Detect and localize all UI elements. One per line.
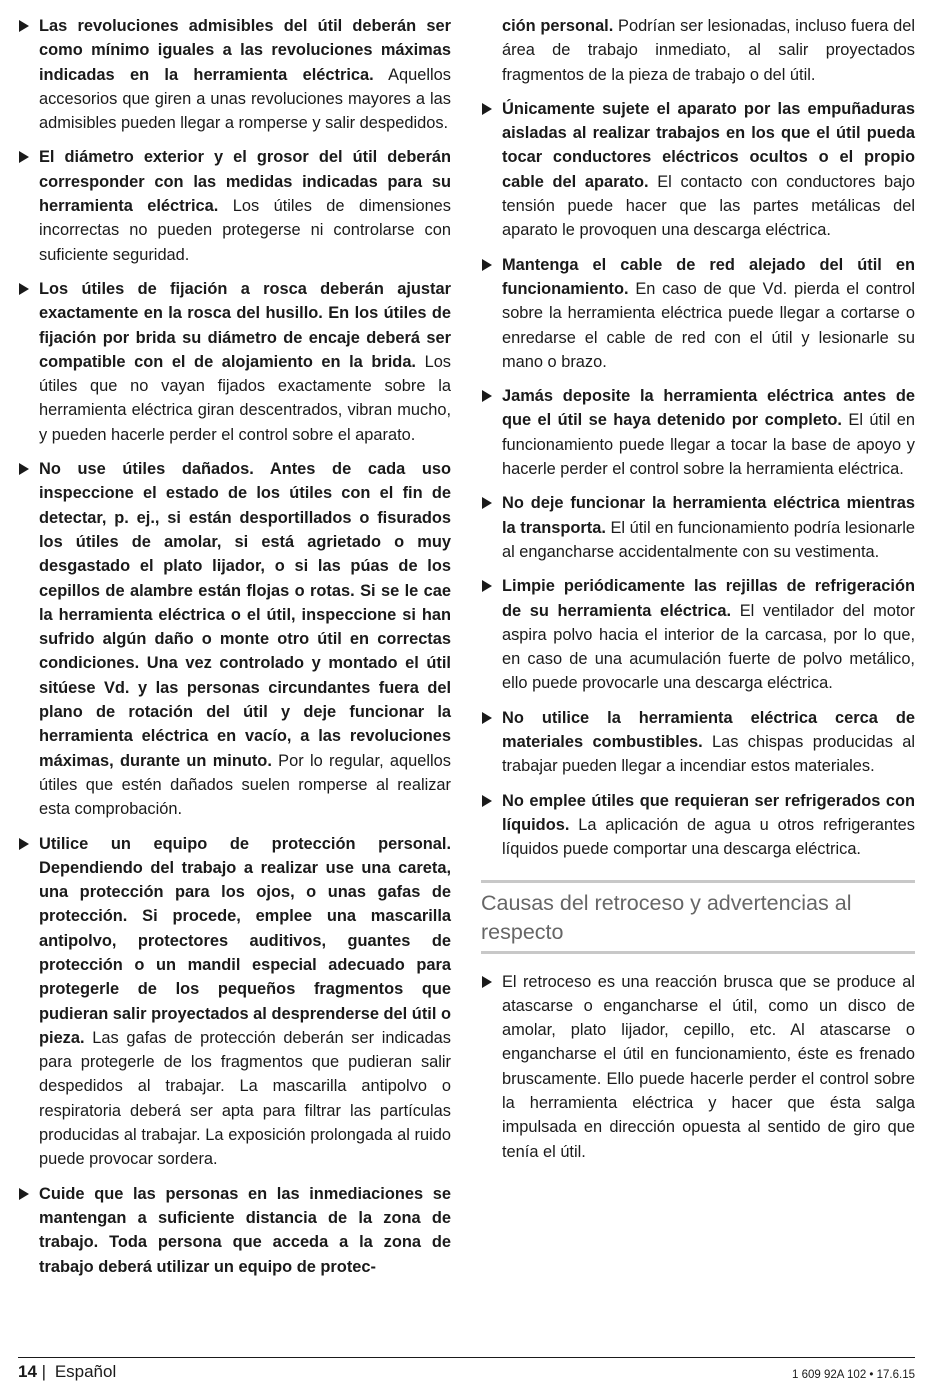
item-bold-text: No use útiles dañados. Antes de cada uso inspeccione el estado de los útiles con el fin de detectar, p. ej., si están desportillados o fisurados los útiles de amolar, si está agrietado o muy desgastado el plato lijador, o si las púas de los cepillos de alambre están flojas o rotas. Si se le cae la herramienta eléctrica o el útil, inspeccione si han sufrido algún daño o monte otro útil en correctas condiciones. Una vez controlado y montado el útil sitúese Vd. y las personas circundantes fuera del plano de rotación del útil y deje funcionar la herramienta eléctrica en vacío, a las revoluciones máximas, durante un minuto. [39, 460, 451, 770]
safety-item-protective-equipment [18, 832, 451, 1172]
bullet-triangle-icon [19, 1188, 29, 1200]
item-bold-text: No emplee útiles que requieran ser refrigerados con líquidos. [502, 791, 915, 834]
item-text: El útil en funcionamiento podría lesionarle al engancharse accidentalmente con su vestimenta. [502, 518, 915, 561]
item-text: En caso de que Vd. pierda el control sobre la herramienta eléctrica puede llegar a cortarse o enredarse el cable de red con el útil y lesionarle su mano o brazo. [502, 279, 915, 371]
bullet-triangle-icon [482, 103, 492, 115]
bullet-triangle-icon [482, 712, 492, 724]
bullet-triangle-icon [482, 497, 492, 509]
item-bold-text: Cuide que las personas en las inmediaciones se mantengan a suficiente distancia de la zona de trabajo. Toda persona que acceda a la zona de trabajo deberá utilizar un equipo de protec- [39, 1184, 451, 1276]
item-text: La aplicación de agua u otros refrigerantes líquidos puede comportar una descarga eléctrica. [502, 815, 915, 859]
item-bold-text: Utilice un equipo de protección personal. Dependiendo del trabajo a realizar use una careta, una protección para los ojos, o unas gafas de protección. Si procede, emplee una mascarilla antipolvo, protectores auditivos, guantes de protección o un mandil especial adecuado para protegerle de los pequeños fragmentos que pudieran salir proyectados al desprenderse del útil o pieza. [39, 834, 451, 1047]
section-heading: Causas del retroceso y advertencias al respecto [481, 880, 915, 954]
bullet-triangle-icon [482, 390, 492, 402]
item-bold-text: Únicamente sujete el aparato por las empuñaduras aisladas al realizar trabajos en los que el útil pueda tocar conductores eléctricos ocultos o el propio cable del aparato. [502, 99, 915, 191]
item-text: El ventilador del motor aspira polvo hacia el interior de la carcasa, por lo que, en caso de una acumulación fuerte de polvo metálico, ello puede provocarle una descarga eléctrica. [502, 601, 915, 693]
safety-item-flammable-materials [481, 706, 915, 779]
footer-separator: | [41, 1362, 47, 1381]
item-text: Por lo regular, aquellos útiles que estén dañados suelen romperse al realizar esta comprobación. [39, 751, 451, 819]
safety-item-threaded-mounting [18, 277, 451, 447]
item-bold-text: Los útiles de fijación a rosca deberán ajustar exactamente en la rosca del husillo. En los útiles de fijación por brida su diámetro de encaje deberá ser compatible con el de alojamiento en la brida. [39, 279, 451, 371]
item-bold-text: Jamás deposite la herramienta eléctrica antes de que el útil se haya detenido por completo. [502, 387, 915, 430]
item-text: El retroceso es una reacción brusca que se produce al atascarse o engancharse el útil, como un disco de amolar, plato lijador, cepillo, etc. Al atascarse o engancharse el útil en funcionamiento, éste es frenado bruscamente. Ello puede hacerle perder el control sobre la herramienta eléctrica y hacer que ésta salga impulsada en dirección opuesta al sentido de giro que tenía el útil. [502, 972, 915, 1161]
footer-language: Español [54, 1362, 117, 1381]
page-footer [18, 1357, 915, 1383]
page-number: 14 [18, 1362, 37, 1381]
item-text: Los útiles de dimensiones incorrectas no pueden protegerse ni controlarse con suficiente seguridad. [39, 197, 451, 264]
kickback-item [481, 970, 915, 1164]
safety-item-insulated-grips [481, 97, 915, 243]
bullet-triangle-icon [19, 838, 29, 850]
footer-doc-code: 1 609 92A 102 • 17.6.15 [792, 1369, 915, 1381]
item-text: Podrían ser lesionadas, incluso fuera del área de trabajo inmediato, al salir proyectados fragmentos de la pieza de trabajo o del útil. [502, 17, 915, 84]
bullet-triangle-icon [482, 259, 492, 271]
safety-item-set-down [481, 384, 915, 481]
safety-item-air-vents [481, 574, 915, 695]
item-bold-text: No utilice la herramienta eléctrica cerca de materiales combustibles. [502, 708, 915, 752]
bullet-triangle-icon [19, 151, 29, 163]
item-text: Las gafas de protección deberán ser indicadas para protegerle de los fragmentos que pudieran salir despedidos al trabajar. La mascarilla antipolvo o respiratoria deberá ser apta para filtrar las partículas producidas al trabajar. La exposición prolongada al ruido puede provocar sordera. [39, 1028, 451, 1169]
bullet-triangle-icon [482, 795, 492, 807]
bullet-triangle-icon [19, 20, 29, 32]
safety-item-power-cord [481, 253, 915, 374]
item-bold-text: El diámetro exterior y el grosor del útil deberán corresponder con las medidas indicadas para su herramienta eléctrica. [39, 148, 451, 216]
item-bold-text: ción personal. [502, 17, 614, 35]
item-text: Aquellos accesorios que giren a unas revoluciones mayores a las admisibles pueden llegar a romperse y salir despedidos. [39, 65, 451, 133]
item-text: El contacto con conductores bajo tensión puede hacer que las partes metálicas del aparato le provoquen una descarga eléctrica. [502, 172, 916, 240]
item-text: Las chispas producidas al trabajar pueden llegar a incendiar estos materiales. [502, 733, 915, 776]
item-text: El útil en funcionamiento puede llegar a tocar la base de apoyo y hacerle perder el control sobre la herramienta eléctrica. [502, 411, 915, 479]
item-bold-text: No deje funcionar la herramienta eléctrica mientras la transporta. [502, 494, 915, 537]
safety-item-damaged-tools [18, 457, 451, 821]
bullet-triangle-icon [482, 976, 492, 988]
bullet-triangle-icon [482, 580, 492, 592]
item-bold-text: Mantenga el cable de red alejado del útil en funcionamiento. [502, 255, 915, 298]
left-column [18, 14, 451, 1289]
safety-item-transport [481, 491, 915, 564]
safety-item-liquid-coolants [481, 789, 915, 862]
safety-item-bystanders-continued [481, 14, 915, 87]
safety-item-speed [18, 14, 451, 135]
safety-item-diameter [18, 145, 451, 266]
safety-item-bystanders [18, 1182, 451, 1279]
bullet-triangle-icon [19, 463, 29, 475]
bullet-triangle-icon [19, 283, 29, 295]
item-bold-text: Limpie periódicamente las rejillas de refrigeración de su herramienta eléctrica. [502, 577, 915, 620]
right-column [481, 14, 915, 1174]
item-bold-text: Las revoluciones admisibles del útil deberán ser como mínimo iguales a las revoluciones máximas indicadas en la herramienta eléctrica. [39, 17, 451, 84]
item-text: Los útiles que no vayan fijados exactamente sobre la herramienta eléctrica giran descentrados, vibran mucho, y pueden hacerle perder el control sobre el aparato. [39, 352, 452, 444]
